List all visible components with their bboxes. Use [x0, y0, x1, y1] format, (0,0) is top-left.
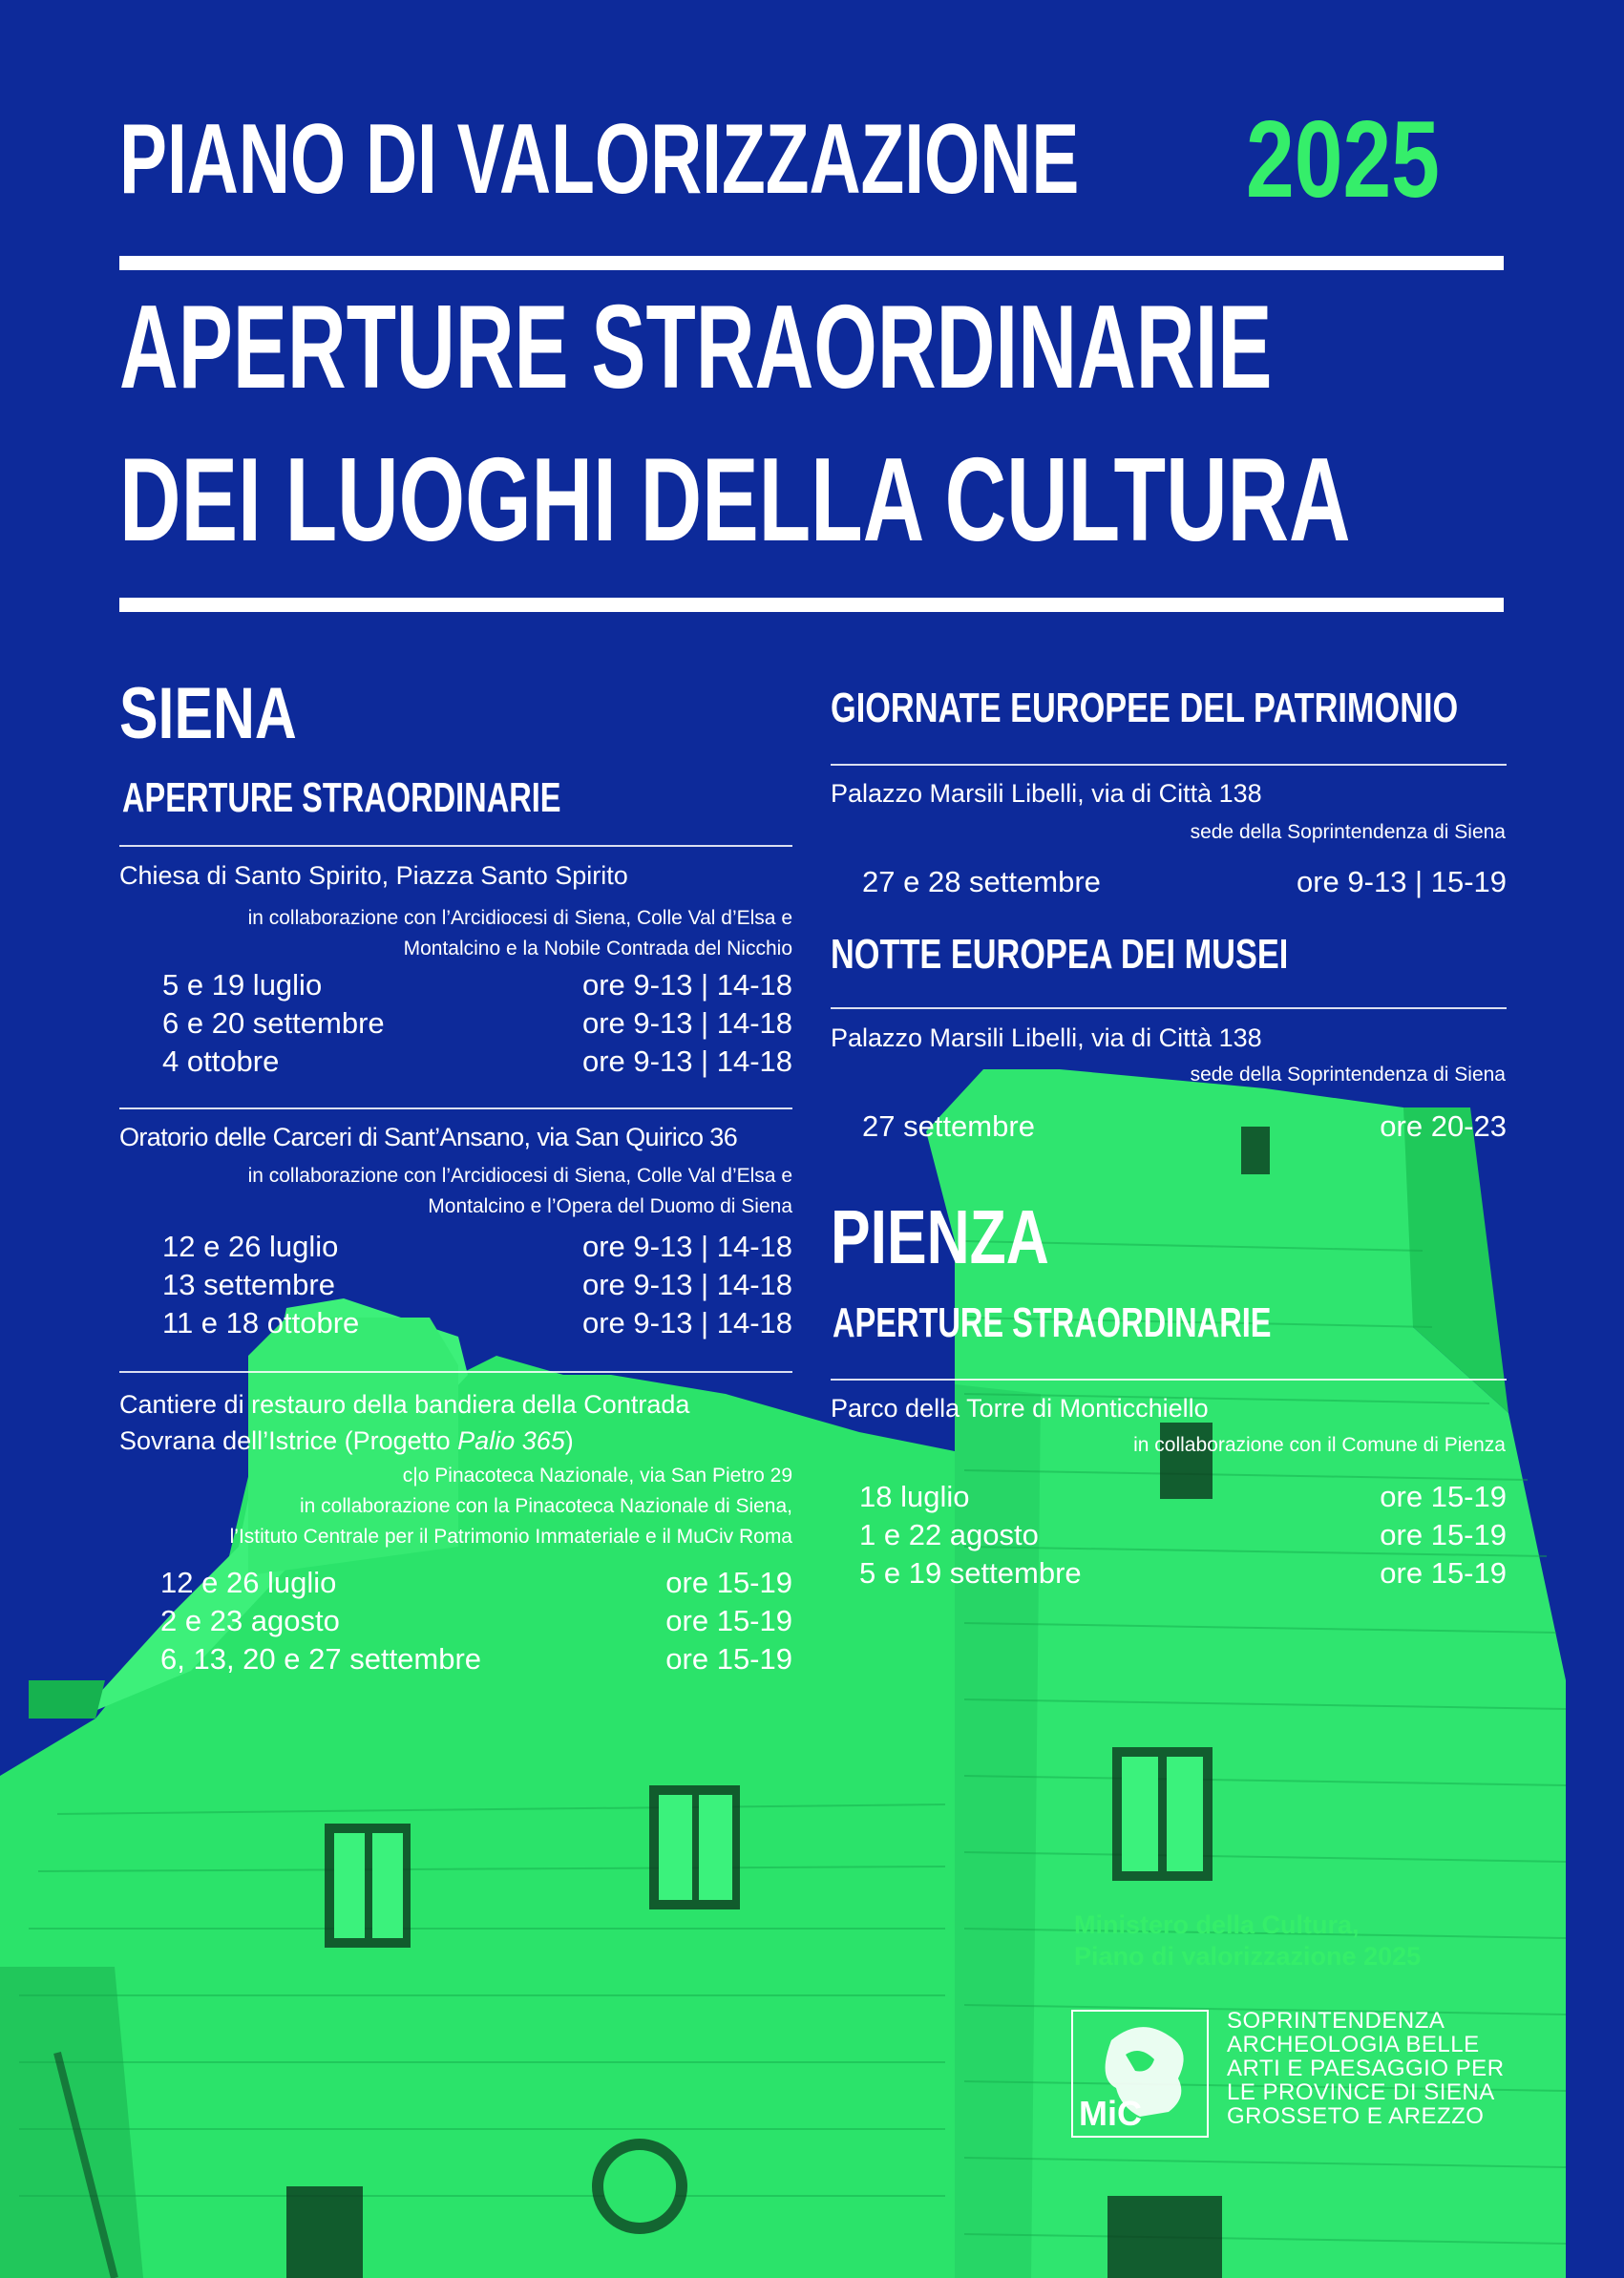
- schedule-hours: ore 9-13 | 14-18: [581, 1006, 792, 1040]
- venue-note: Montalcino e la Nobile Contrada del Nicchio: [403, 938, 792, 960]
- schedule-hours: ore 15-19: [665, 1604, 792, 1637]
- schedule-row: [859, 1518, 1507, 1556]
- venue-title: Parco della Torre di Monticchiello: [831, 1394, 1209, 1423]
- logo-line: SOPRINTENDENZA: [1227, 2008, 1445, 2034]
- pienza-subtitle: APERTURE STRAORDINARIE: [833, 1299, 1272, 1346]
- logo-line: ARCHEOLOGIA BELLE: [1227, 2032, 1480, 2057]
- credit-line: Ministero della Cultura,: [1074, 1910, 1360, 1939]
- venue-title: Sovrana dell’Istrice (Progetto Palio 365): [119, 1426, 574, 1455]
- schedule-hours: ore 9-13 | 14-18: [581, 1306, 792, 1339]
- gep-divider: [831, 764, 1507, 766]
- schedule-row: [162, 1268, 792, 1306]
- mic-logo: [1071, 2010, 1209, 2138]
- schedule-row: [160, 1642, 792, 1680]
- schedule-hours: ore 15-19: [665, 1642, 792, 1676]
- pienza-divider: [831, 1379, 1507, 1381]
- venue-note: in collaborazione con l’Arcidiocesi di Siena, Colle Val d’Elsa e: [247, 1165, 792, 1187]
- schedule-row: [862, 1109, 1507, 1148]
- schedule-date: 27 e 28 settembre: [862, 865, 1101, 898]
- credit-line: Piano di valorizzazione 2025: [1074, 1942, 1422, 1971]
- schedule-row: [862, 865, 1507, 903]
- schedule-date: 5 e 19 luglio: [162, 968, 323, 1002]
- siena-subtitle: APERTURE STRAORDINARIE: [122, 774, 561, 821]
- header-line-2: APERTURE STRAORDINARIE: [119, 282, 1273, 413]
- venue-note: in collaborazione con l’Arcidiocesi di Siena, Colle Val d’Elsa e: [247, 907, 792, 929]
- venue-note: l’Istituto Centrale per il Patrimonio Immateriale e il MuCiv Roma: [229, 1526, 792, 1548]
- header-line-1: PIANO DI VALORIZZAZIONE: [119, 104, 1080, 215]
- schedule-row: [160, 1566, 792, 1604]
- siena-divider-2: [119, 1107, 792, 1109]
- siena-divider-3: [119, 1371, 792, 1373]
- header-rule-top: [119, 256, 1504, 270]
- schedule-date: 11 e 18 ottobre: [162, 1306, 360, 1339]
- siena-divider-1: [119, 845, 792, 847]
- schedule-date: 6, 13, 20 e 27 settembre: [160, 1642, 482, 1676]
- schedule-date: 27 settembre: [862, 1109, 1035, 1143]
- header-year: 2025: [1246, 99, 1440, 221]
- schedule-hours: ore 9-13 | 15-19: [1296, 865, 1507, 898]
- venue-title: Oratorio delle Carceri di Sant’Ansano, via San Quirico 36: [119, 1123, 738, 1151]
- schedule-hours: ore 15-19: [1380, 1480, 1507, 1513]
- mic-logo-text: MiC: [1079, 2094, 1142, 2133]
- venue-note: sede della Soprintendenza di Siena: [1190, 1064, 1506, 1086]
- venue-note: in collaborazione con la Pinacoteca Nazionale di Siena,: [300, 1495, 792, 1517]
- schedule-row: [160, 1604, 792, 1642]
- schedule-row: [162, 968, 792, 1006]
- logo-line: ARTI E PAESAGGIO PER: [1227, 2056, 1505, 2081]
- ministry-credit: [1074, 1909, 1421, 1972]
- venue-title: Palazzo Marsili Libelli, via di Città 138: [831, 1023, 1262, 1052]
- schedule-row: [162, 1006, 792, 1044]
- schedule-hours: ore 15-19: [1380, 1556, 1507, 1590]
- header-line-3: DEI LUOGHI DELLA CULTURA: [119, 434, 1351, 566]
- venue-note: in collaborazione con il Comune di Pienza: [1133, 1434, 1506, 1456]
- schedule-row: [859, 1480, 1507, 1518]
- schedule-date: 12 e 26 luglio: [160, 1566, 337, 1599]
- schedule-date: 1 e 22 agosto: [859, 1518, 1039, 1551]
- header-rule-bottom: [119, 598, 1504, 612]
- venue-title: Cantiere di restauro della bandiera della Contrada: [119, 1390, 690, 1419]
- venue-title: Palazzo Marsili Libelli, via di Città 138: [831, 779, 1262, 808]
- schedule-date: 2 e 23 agosto: [160, 1604, 340, 1637]
- logo-line: LE PROVINCE DI SIENA: [1227, 2079, 1495, 2105]
- pienza-city-title: PIENZA: [831, 1194, 1049, 1279]
- schedule-hours: ore 9-13 | 14-18: [581, 1230, 792, 1263]
- schedule-hours: ore 20-23: [1380, 1109, 1507, 1143]
- siena-city-title: SIENA: [119, 673, 297, 754]
- schedule-row: [859, 1556, 1507, 1594]
- schedule-date: 13 settembre: [162, 1268, 335, 1301]
- schedule-date: 18 luglio: [859, 1480, 970, 1513]
- gep-title: GIORNATE EUROPEE DEL PATRIMONIO: [831, 685, 1459, 731]
- schedule-row: [162, 1306, 792, 1344]
- schedule-row: [162, 1230, 792, 1268]
- notte-title: NOTTE EUROPEA DEI MUSEI: [831, 931, 1289, 978]
- venue-address: c|o Pinacoteca Nazionale, via San Pietro 29: [402, 1465, 792, 1487]
- schedule-date: 6 e 20 settembre: [162, 1006, 385, 1040]
- schedule-date: 5 e 19 settembre: [859, 1556, 1082, 1590]
- schedule-hours: ore 9-13 | 14-18: [581, 1044, 792, 1078]
- schedule-row: [162, 1044, 792, 1083]
- schedule-hours: ore 15-19: [1380, 1518, 1507, 1551]
- logo-line: GROSSETO E AREZZO: [1227, 2103, 1485, 2129]
- venue-title: Chiesa di Santo Spirito, Piazza Santo Spirito: [119, 861, 628, 890]
- schedule-date: 4 ottobre: [162, 1044, 280, 1078]
- notte-divider: [831, 1007, 1507, 1009]
- schedule-hours: ore 15-19: [665, 1566, 792, 1599]
- soprintendenza-name: [1227, 2009, 1505, 2128]
- schedule-date: 12 e 26 luglio: [162, 1230, 339, 1263]
- venue-note: Montalcino e l’Opera del Duomo di Siena: [428, 1195, 792, 1217]
- schedule-hours: ore 9-13 | 14-18: [581, 968, 792, 1002]
- venue-note: sede della Soprintendenza di Siena: [1190, 821, 1506, 843]
- schedule-hours: ore 9-13 | 14-18: [581, 1268, 792, 1301]
